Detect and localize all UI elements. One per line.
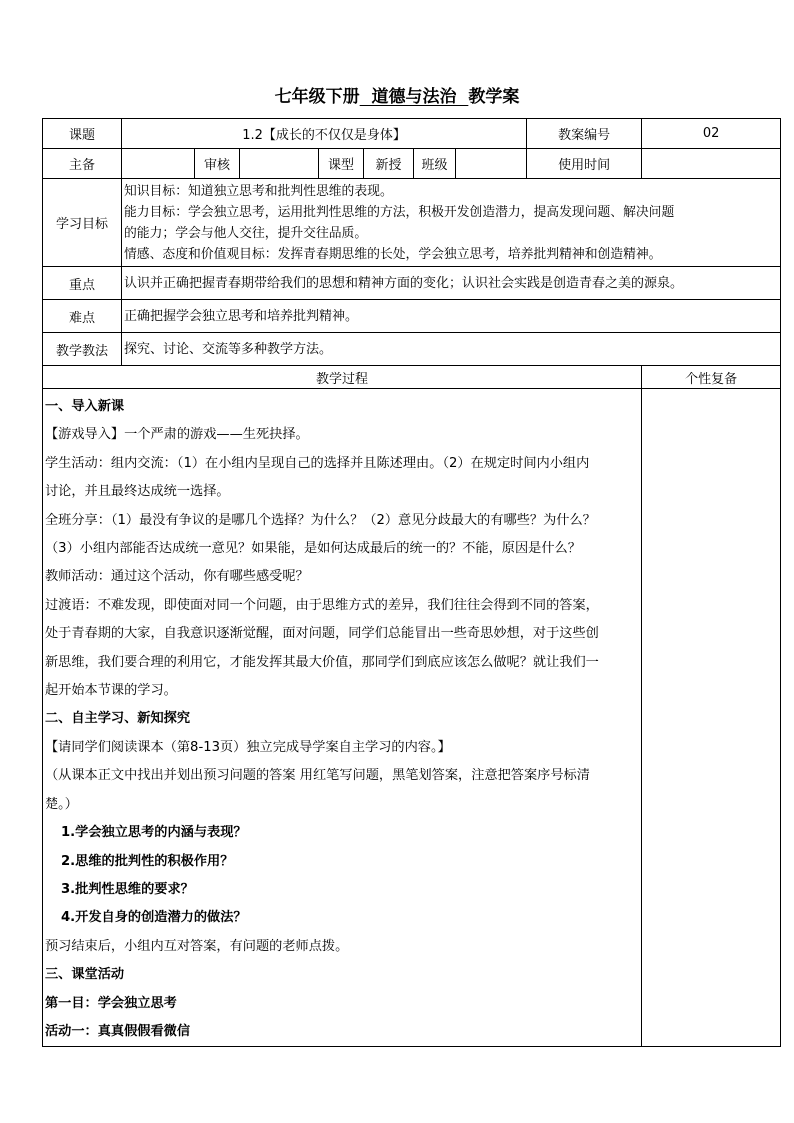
preview-question: 4.开发自身的创造潜力的做法？ bbox=[61, 910, 247, 926]
preparer-label: 主备 bbox=[43, 149, 122, 179]
objectives-content bbox=[122, 179, 781, 267]
title-prefix: 七年级下册 bbox=[274, 87, 360, 107]
methods-label: 教学教法 bbox=[43, 333, 122, 366]
process-line: 起开始本节课的学习。 bbox=[45, 683, 177, 699]
lesson-type-value: 新授 bbox=[364, 149, 414, 179]
personal-review-cell bbox=[642, 389, 781, 1047]
lesson-type-label: 课型 bbox=[319, 149, 364, 179]
objective-line: 能力目标：学会独立思考，运用批判性思维的方法，积极开发创造潜力，提高发现问题、解决问题 bbox=[124, 204, 675, 220]
process-label: 教学过程 bbox=[43, 366, 642, 389]
preparer-value bbox=[122, 149, 195, 179]
row-process bbox=[43, 389, 781, 1047]
personal-review-label: 个性复备 bbox=[642, 366, 781, 389]
objective-line: 情感、态度和价值观目标：发挥青春期思维的长处，学会独立思考，培养批判精神和创造精神。 bbox=[124, 246, 662, 262]
row-difficulties bbox=[43, 300, 781, 333]
row-methods bbox=[43, 333, 781, 366]
objective-line: 的能力；学会与他人交往，提升交往品质。 bbox=[124, 225, 368, 241]
process-line: 讨论，并且最终达成统一选择。 bbox=[45, 484, 230, 500]
review-label: 审核 bbox=[195, 149, 240, 179]
document-title bbox=[0, 85, 794, 109]
process-content bbox=[43, 389, 642, 1047]
preview-question: 1.学会独立思考的内涵与表现？ bbox=[61, 825, 247, 841]
process-line: 处于青春期的大家，自我意识逐渐觉醒，面对问题，同学们总能冒出一些奇思妙想，对于这些创 bbox=[45, 626, 599, 642]
process-line: 全班分享：（1）最没有争议的是哪几个选择？为什么？（2）意见分歧最大的有哪些？为什么？ bbox=[45, 512, 596, 528]
difficulties-label: 难点 bbox=[43, 300, 122, 333]
objective-line: 知识目标：知道独立思考和批判性思维的表现。 bbox=[124, 183, 393, 199]
row-objectives bbox=[43, 179, 781, 267]
process-line: 教师活动：通过这个活动，你有哪些感受呢？ bbox=[45, 569, 309, 585]
process-line: 【请同学们阅读课本（第8-13页）独立完成导学案自主学习的内容。】 bbox=[45, 739, 451, 755]
plan-number-value: 02 bbox=[642, 119, 781, 149]
preview-question: 2.思维的批判性的积极作用？ bbox=[61, 853, 234, 869]
process-line: （3）小组内部能否达成统一意见？如果能，是如何达成最后的统一的？不能，原因是什么？ bbox=[45, 541, 581, 557]
subsection-heading: 第一目：学会独立思考 bbox=[45, 995, 177, 1011]
review-value bbox=[240, 149, 319, 179]
section-heading: 二、自主学习、新知探究 bbox=[45, 711, 191, 727]
process-line: 【游戏导入】一个严肃的游戏——生死抉择。 bbox=[45, 427, 309, 443]
process-line: 预习结束后，小组内互对答案，有问题的老师点拨。 bbox=[45, 938, 349, 954]
class-label: 班级 bbox=[414, 149, 456, 179]
topic-value: 1.2【成长的不仅仅是身体】 bbox=[122, 119, 527, 149]
row-key-points bbox=[43, 267, 781, 300]
lesson-plan-table bbox=[42, 118, 781, 1047]
section-heading: 一、导入新课 bbox=[45, 399, 125, 414]
title-suffix: 教学案 bbox=[468, 87, 520, 107]
section-heading: 三、课堂活动 bbox=[45, 967, 125, 983]
activity-heading: 活动一：真真假假看微信 bbox=[45, 1023, 191, 1039]
key-points-label: 重点 bbox=[43, 267, 122, 300]
process-line: 楚。） bbox=[45, 796, 78, 812]
objectives-label: 学习目标 bbox=[43, 179, 122, 267]
process-line: 新思维，我们要合理的利用它，才能发挥其最大价值，那同学们到底应该怎么做呢？就让我们一 bbox=[45, 654, 599, 670]
plan-number-label: 教案编号 bbox=[527, 119, 642, 149]
key-points-text: 认识并正确把握青春期带给我们的思想和精神方面的变化；认识社会实践是创造青春之美的源泉。 bbox=[122, 267, 781, 300]
preview-question: 3.批判性思维的要求？ bbox=[61, 881, 194, 897]
title-subject: 道德与法治 bbox=[371, 87, 457, 107]
usage-date-value bbox=[642, 149, 781, 179]
process-line: （从课本正文中找出并划出预习问题的答案 用红笔写问题，黑笔划答案，注意把答案序号标清 bbox=[45, 768, 590, 784]
process-line: 学生活动：组内交流：（1）在小组内呈现自己的选择并且陈述理由。（2）在规定时间内小组内 bbox=[45, 455, 590, 471]
row-meta bbox=[43, 149, 781, 179]
class-value bbox=[456, 149, 527, 179]
topic-label: 课题 bbox=[43, 119, 122, 149]
methods-text: 探究、讨论、交流等多种教学方法。 bbox=[122, 333, 781, 366]
row-topic bbox=[43, 119, 781, 149]
process-line: 过渡语：不难发现，即使面对同一个问题，由于思维方式的差异，我们往往会得到不同的答案， bbox=[45, 597, 599, 613]
usage-date-label: 使用时间 bbox=[527, 149, 642, 179]
row-process-header bbox=[43, 366, 781, 389]
difficulties-text: 正确把握学会独立思考和培养批判精神。 bbox=[122, 300, 781, 333]
